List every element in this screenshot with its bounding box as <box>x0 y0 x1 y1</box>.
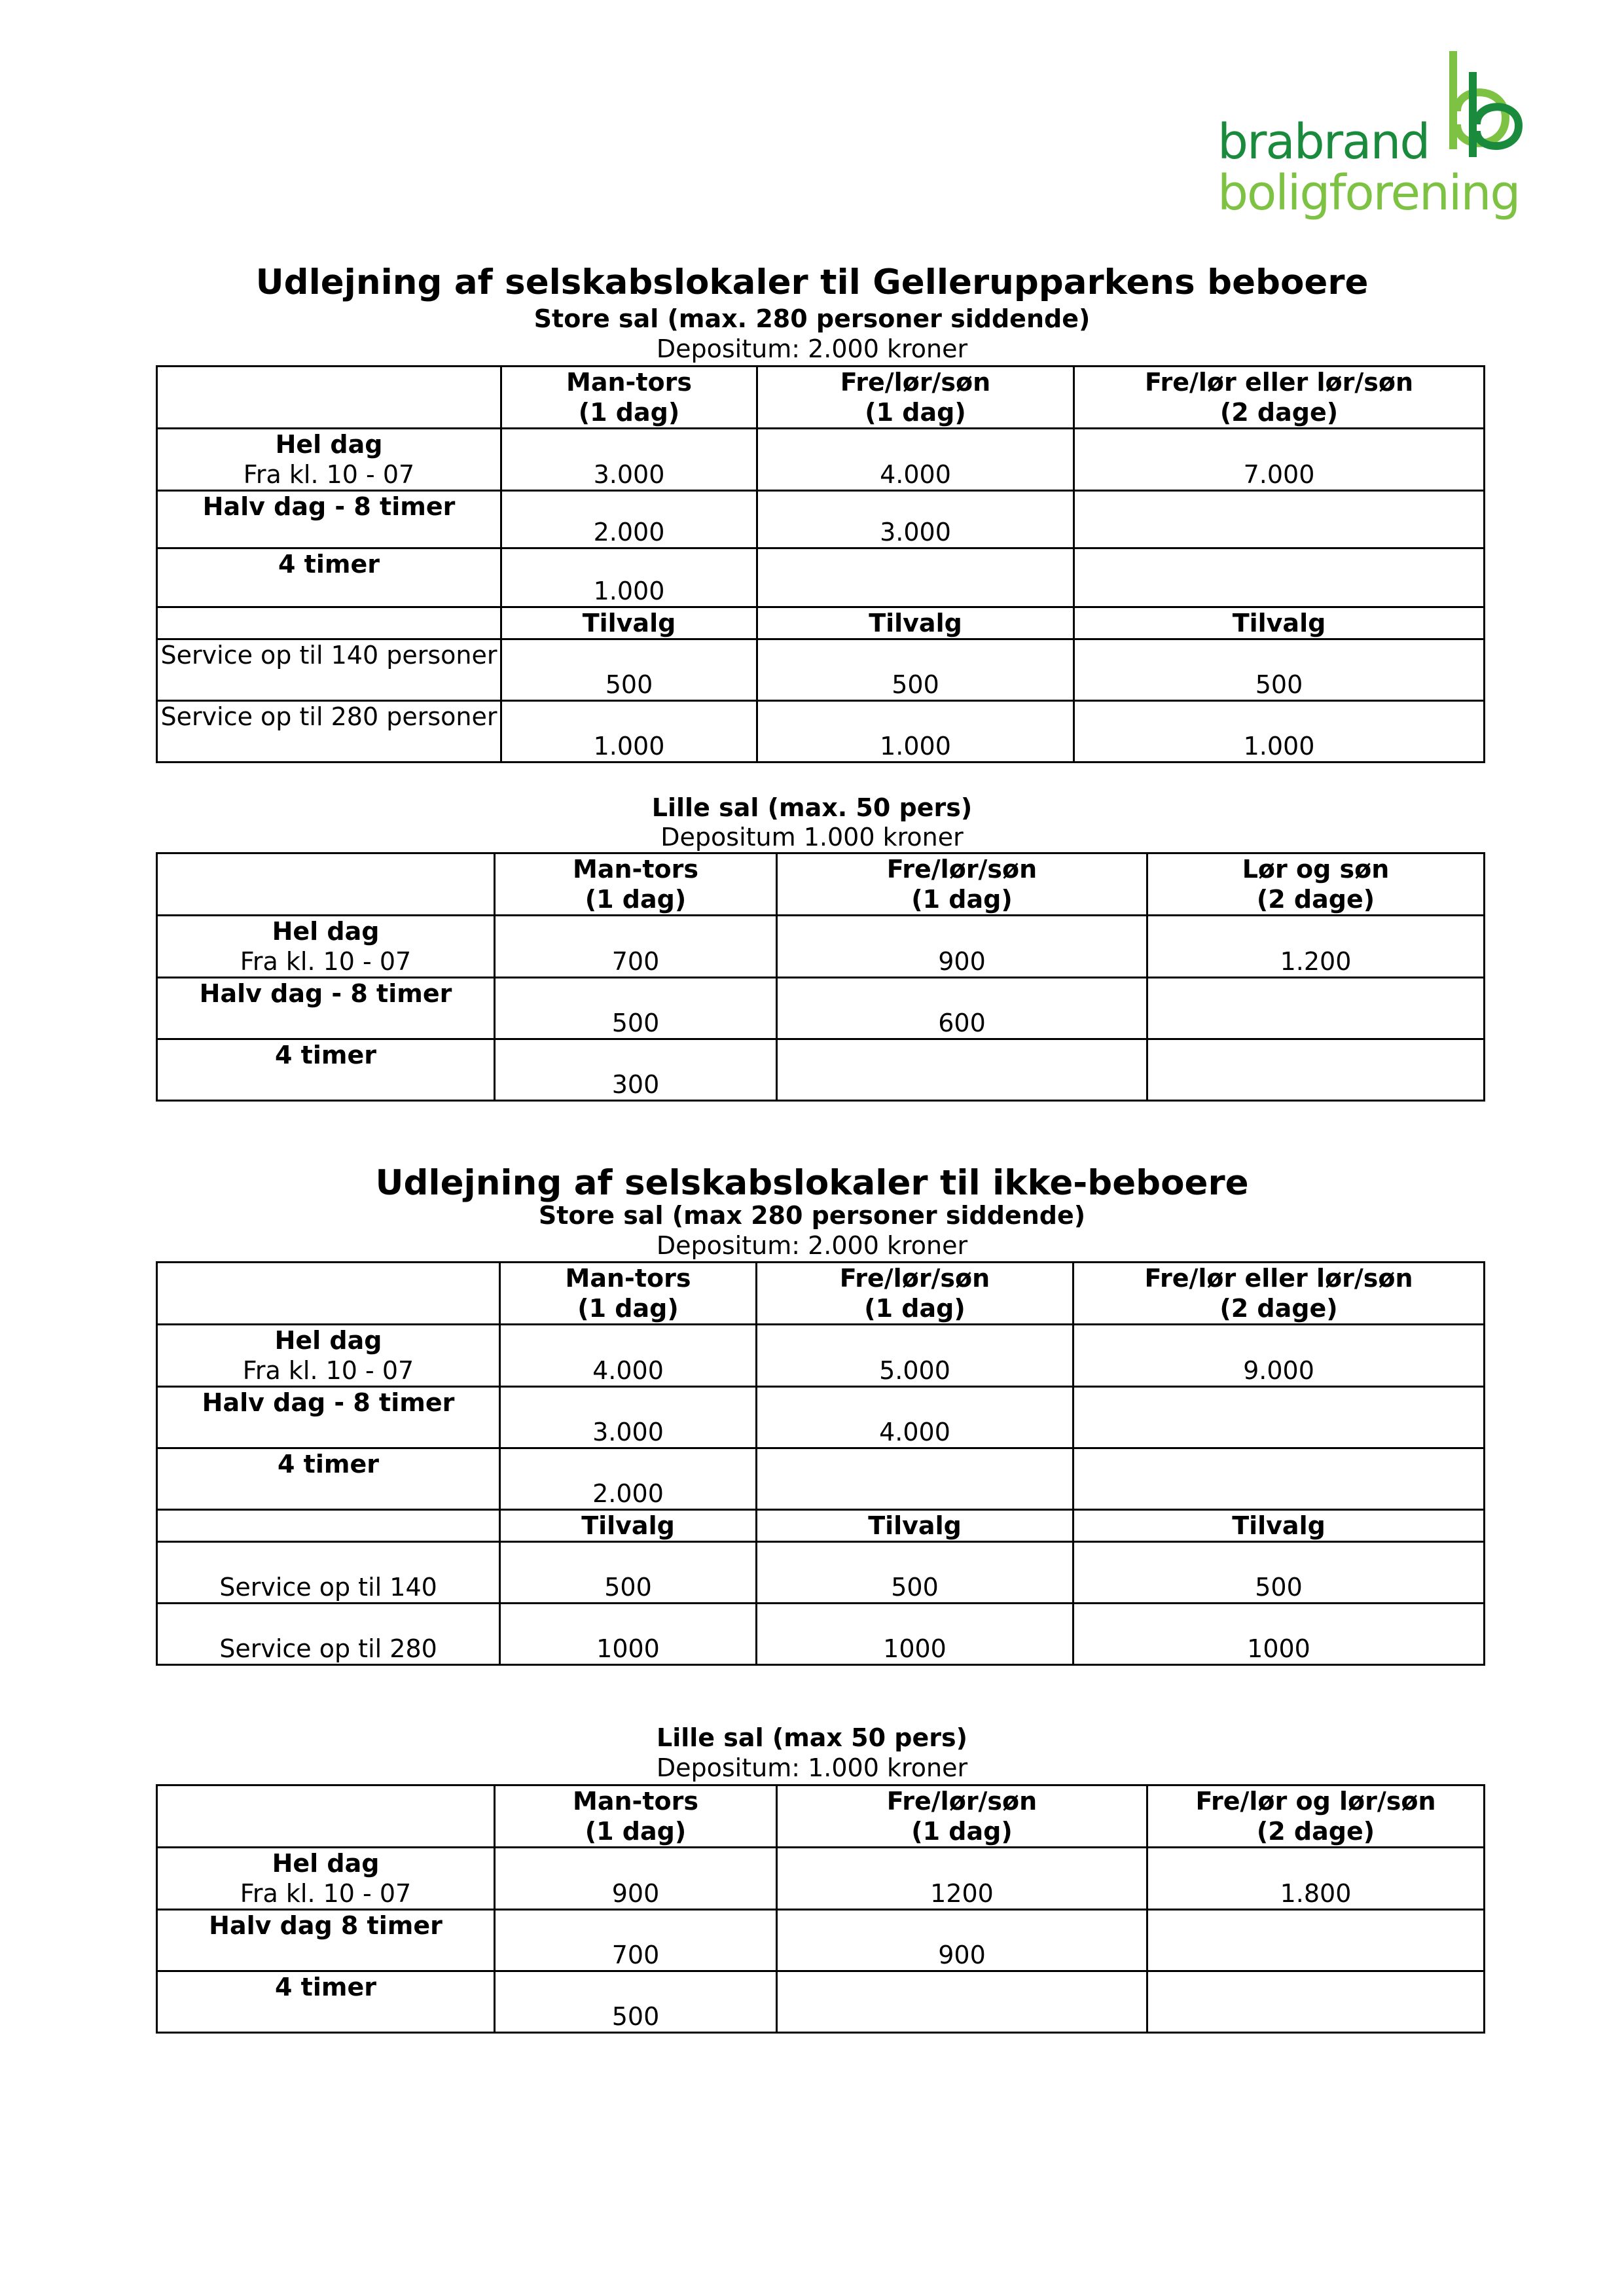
price-cell: 900 <box>777 916 1147 978</box>
table-row <box>157 978 1485 1039</box>
section2-store-subtitle: Store sal (max 280 personer siddende) <box>538 1201 1086 1230</box>
price-cell <box>1147 1039 1485 1101</box>
row-label-sub: Fra kl. 10 - 07 <box>240 947 412 976</box>
price-cell <box>1074 548 1485 607</box>
header-line: (2 dage) <box>1256 1817 1375 1846</box>
price-cell <box>1147 1971 1485 2033</box>
row-label <box>157 1910 495 1971</box>
tilvalg-row <box>157 607 1485 639</box>
header-cell <box>757 367 1074 429</box>
header-line: (1 dag) <box>578 398 680 427</box>
header-cell <box>777 1785 1147 1848</box>
bb-logo-icon <box>1447 46 1525 164</box>
table-row <box>157 916 1485 978</box>
service-row <box>157 1542 1485 1604</box>
price-cell: 500 <box>495 978 777 1039</box>
row-label-bold: Halv dag 8 timer <box>209 1911 442 1940</box>
price-cell <box>777 1039 1147 1101</box>
row-label-bold: Hel dag <box>275 430 383 459</box>
tilvalg-empty-cell <box>157 1510 500 1542</box>
header-line: (1 dag) <box>585 885 687 914</box>
header-cell <box>1147 1785 1485 1848</box>
price-cell <box>1074 491 1485 548</box>
header-line: (1 dag) <box>577 1294 679 1323</box>
price-cell: 900 <box>777 1910 1147 1971</box>
service-row <box>157 1604 1485 1665</box>
row-label <box>157 548 501 607</box>
logo-word-boligforening: boligforening <box>1218 165 1520 221</box>
header-cell <box>501 367 757 429</box>
service-label: Service op til 280 personer <box>157 701 501 762</box>
price-cell: 500 <box>501 639 757 701</box>
price-cell <box>1147 978 1485 1039</box>
row-label-sub: Fra kl. 10 - 07 <box>240 1879 412 1908</box>
row-label-bold: 4 timer <box>275 1041 376 1069</box>
table-row <box>157 429 1485 491</box>
section2-lille-table <box>156 1784 1485 2034</box>
price-cell: 3.000 <box>500 1387 757 1448</box>
price-cell: 1000 <box>500 1604 757 1665</box>
price-cell <box>777 1971 1147 2033</box>
price-cell: 9.000 <box>1074 1325 1485 1387</box>
tilvalg-cell: Tilvalg <box>501 607 757 639</box>
service-row <box>157 701 1485 762</box>
section1-title: Udlejning af selskabslokaler til Gellerupparkens beboere <box>255 262 1369 302</box>
header-line: (2 dage) <box>1219 398 1339 427</box>
tilvalg-cell: Tilvalg <box>757 607 1074 639</box>
row-label <box>157 1039 495 1101</box>
header-line: Fre/lør/søn <box>840 368 991 397</box>
header-line: Fre/lør/søn <box>886 855 1038 884</box>
header-empty-cell <box>157 1785 495 1848</box>
section1-lille-table <box>156 852 1485 1102</box>
header-line: (1 dag) <box>911 1817 1013 1846</box>
table-row <box>157 1848 1485 1910</box>
price-cell: 500 <box>500 1542 757 1604</box>
price-cell: 1200 <box>777 1848 1147 1910</box>
header-line: Man-tors <box>573 1787 698 1816</box>
tilvalg-empty-cell <box>157 607 501 639</box>
price-cell: 700 <box>495 916 777 978</box>
price-cell: 4.000 <box>500 1325 757 1387</box>
price-cell: 3.000 <box>501 429 757 491</box>
row-label-bold: 4 timer <box>278 1450 379 1479</box>
table-row <box>157 1039 1485 1101</box>
row-label-bold: Hel dag <box>272 1849 380 1878</box>
header-line: Fre/lør eller lør/søn <box>1144 368 1414 397</box>
table-row <box>157 491 1485 548</box>
price-cell: 700 <box>495 1910 777 1971</box>
row-label <box>157 1971 495 2033</box>
service-label: Service op til 140 <box>157 1542 500 1604</box>
header-empty-cell <box>157 853 495 916</box>
tilvalg-cell: Tilvalg <box>1074 607 1485 639</box>
header-cell <box>1147 853 1485 916</box>
section2-title: Udlejning af selskabslokaler til ikke-beboere <box>375 1163 1249 1203</box>
price-cell: 4.000 <box>757 1387 1074 1448</box>
header-empty-cell <box>157 1263 500 1325</box>
header-line: (1 dag) <box>585 1817 687 1846</box>
price-cell: 5.000 <box>757 1325 1074 1387</box>
table-row <box>157 1910 1485 1971</box>
table-row <box>157 548 1485 607</box>
header-line: (1 dag) <box>864 1294 965 1323</box>
row-label-sub: Fra kl. 10 - 07 <box>242 1356 414 1385</box>
section1-lille-deposit: Depositum 1.000 kroner <box>660 823 964 852</box>
price-cell: 3.000 <box>757 491 1074 548</box>
header-cell <box>495 853 777 916</box>
header-line: (1 dag) <box>865 398 966 427</box>
price-cell: 1.000 <box>501 701 757 762</box>
price-cell: 1.200 <box>1147 916 1485 978</box>
table-header-row <box>157 1263 1485 1325</box>
row-label-bold: Hel dag <box>274 1326 382 1355</box>
header-line: (1 dag) <box>911 885 1013 914</box>
header-line: (2 dage) <box>1219 1294 1338 1323</box>
row-label <box>157 1448 500 1510</box>
service-label: Service op til 280 <box>157 1604 500 1665</box>
price-cell: 1.000 <box>757 701 1074 762</box>
price-cell: 1.000 <box>501 548 757 607</box>
section2-lille-deposit: Depositum: 1.000 kroner <box>656 1753 968 1782</box>
tilvalg-row <box>157 1510 1485 1542</box>
row-label-bold: 4 timer <box>278 550 380 579</box>
price-cell: 500 <box>1074 639 1485 701</box>
price-cell <box>1147 1910 1485 1971</box>
row-label-bold: Halv dag - 8 timer <box>202 492 456 521</box>
price-cell <box>757 548 1074 607</box>
section1-store-table <box>156 365 1485 763</box>
price-cell: 2.000 <box>500 1448 757 1510</box>
service-row <box>157 639 1485 701</box>
header-line: Lør og søn <box>1242 855 1390 884</box>
row-label <box>157 1325 500 1387</box>
price-cell: 1000 <box>757 1604 1074 1665</box>
price-cell <box>1074 1448 1485 1510</box>
price-cell: 2.000 <box>501 491 757 548</box>
header-cell <box>500 1263 757 1325</box>
price-cell: 500 <box>1074 1542 1485 1604</box>
row-label-bold: 4 timer <box>275 1973 376 2001</box>
table-header-row <box>157 1785 1485 1848</box>
logo-word-brabrand: brabrand <box>1218 114 1430 170</box>
table-row <box>157 1448 1485 1510</box>
row-label-sub: Fra kl. 10 - 07 <box>243 460 415 489</box>
row-label <box>157 491 501 548</box>
price-cell: 500 <box>757 639 1074 701</box>
header-line: Fre/lør/søn <box>839 1264 990 1293</box>
price-cell: 1.000 <box>1074 701 1485 762</box>
section2-store-deposit: Depositum: 2.000 kroner <box>656 1231 968 1260</box>
price-cell: 600 <box>777 978 1147 1039</box>
table-header-row <box>157 853 1485 916</box>
table-row <box>157 1971 1485 2033</box>
header-line: Man-tors <box>573 855 698 884</box>
header-cell <box>495 1785 777 1848</box>
header-cell <box>1074 367 1485 429</box>
section1-store-deposit: Depositum: 2.000 kroner <box>656 334 968 363</box>
tilvalg-cell: Tilvalg <box>757 1510 1074 1542</box>
row-label-bold: Halv dag - 8 timer <box>199 979 452 1008</box>
section1-store-subtitle: Store sal (max. 280 personer siddende) <box>533 304 1091 333</box>
price-cell: 500 <box>495 1971 777 2033</box>
header-empty-cell <box>157 367 501 429</box>
header-line: Fre/lør og lør/søn <box>1195 1787 1436 1816</box>
row-label <box>157 916 495 978</box>
tilvalg-cell: Tilvalg <box>1074 1510 1485 1542</box>
price-cell <box>757 1448 1074 1510</box>
table-header-row <box>157 367 1485 429</box>
section2-lille-subtitle: Lille sal (max 50 pers) <box>657 1723 967 1752</box>
section2-store-table <box>156 1261 1485 1666</box>
section1-lille-subtitle: Lille sal (max. 50 pers) <box>651 793 973 822</box>
row-label-bold: Hel dag <box>272 917 380 946</box>
header-cell <box>777 853 1147 916</box>
service-label: Service op til 140 personer <box>157 639 501 701</box>
header-cell <box>757 1263 1074 1325</box>
row-label <box>157 1387 500 1448</box>
header-line: (2 dage) <box>1256 885 1375 914</box>
price-cell: 7.000 <box>1074 429 1485 491</box>
tilvalg-cell: Tilvalg <box>500 1510 757 1542</box>
row-label <box>157 1848 495 1910</box>
header-line: Man-tors <box>566 368 692 397</box>
price-cell: 1.800 <box>1147 1848 1485 1910</box>
price-cell: 1000 <box>1074 1604 1485 1665</box>
table-row <box>157 1387 1485 1448</box>
price-cell: 4.000 <box>757 429 1074 491</box>
row-label <box>157 978 495 1039</box>
price-cell <box>1074 1387 1485 1448</box>
price-cell: 900 <box>495 1848 777 1910</box>
header-line: Fre/lør eller lør/søn <box>1144 1264 1413 1293</box>
price-cell: 300 <box>495 1039 777 1101</box>
header-cell <box>1074 1263 1485 1325</box>
brabrand-logo <box>1218 46 1545 223</box>
price-cell: 500 <box>757 1542 1074 1604</box>
row-label <box>157 429 501 491</box>
row-label-bold: Halv dag - 8 timer <box>202 1388 455 1417</box>
table-row <box>157 1325 1485 1387</box>
header-line: Man-tors <box>565 1264 691 1293</box>
header-line: Fre/lør/søn <box>886 1787 1038 1816</box>
